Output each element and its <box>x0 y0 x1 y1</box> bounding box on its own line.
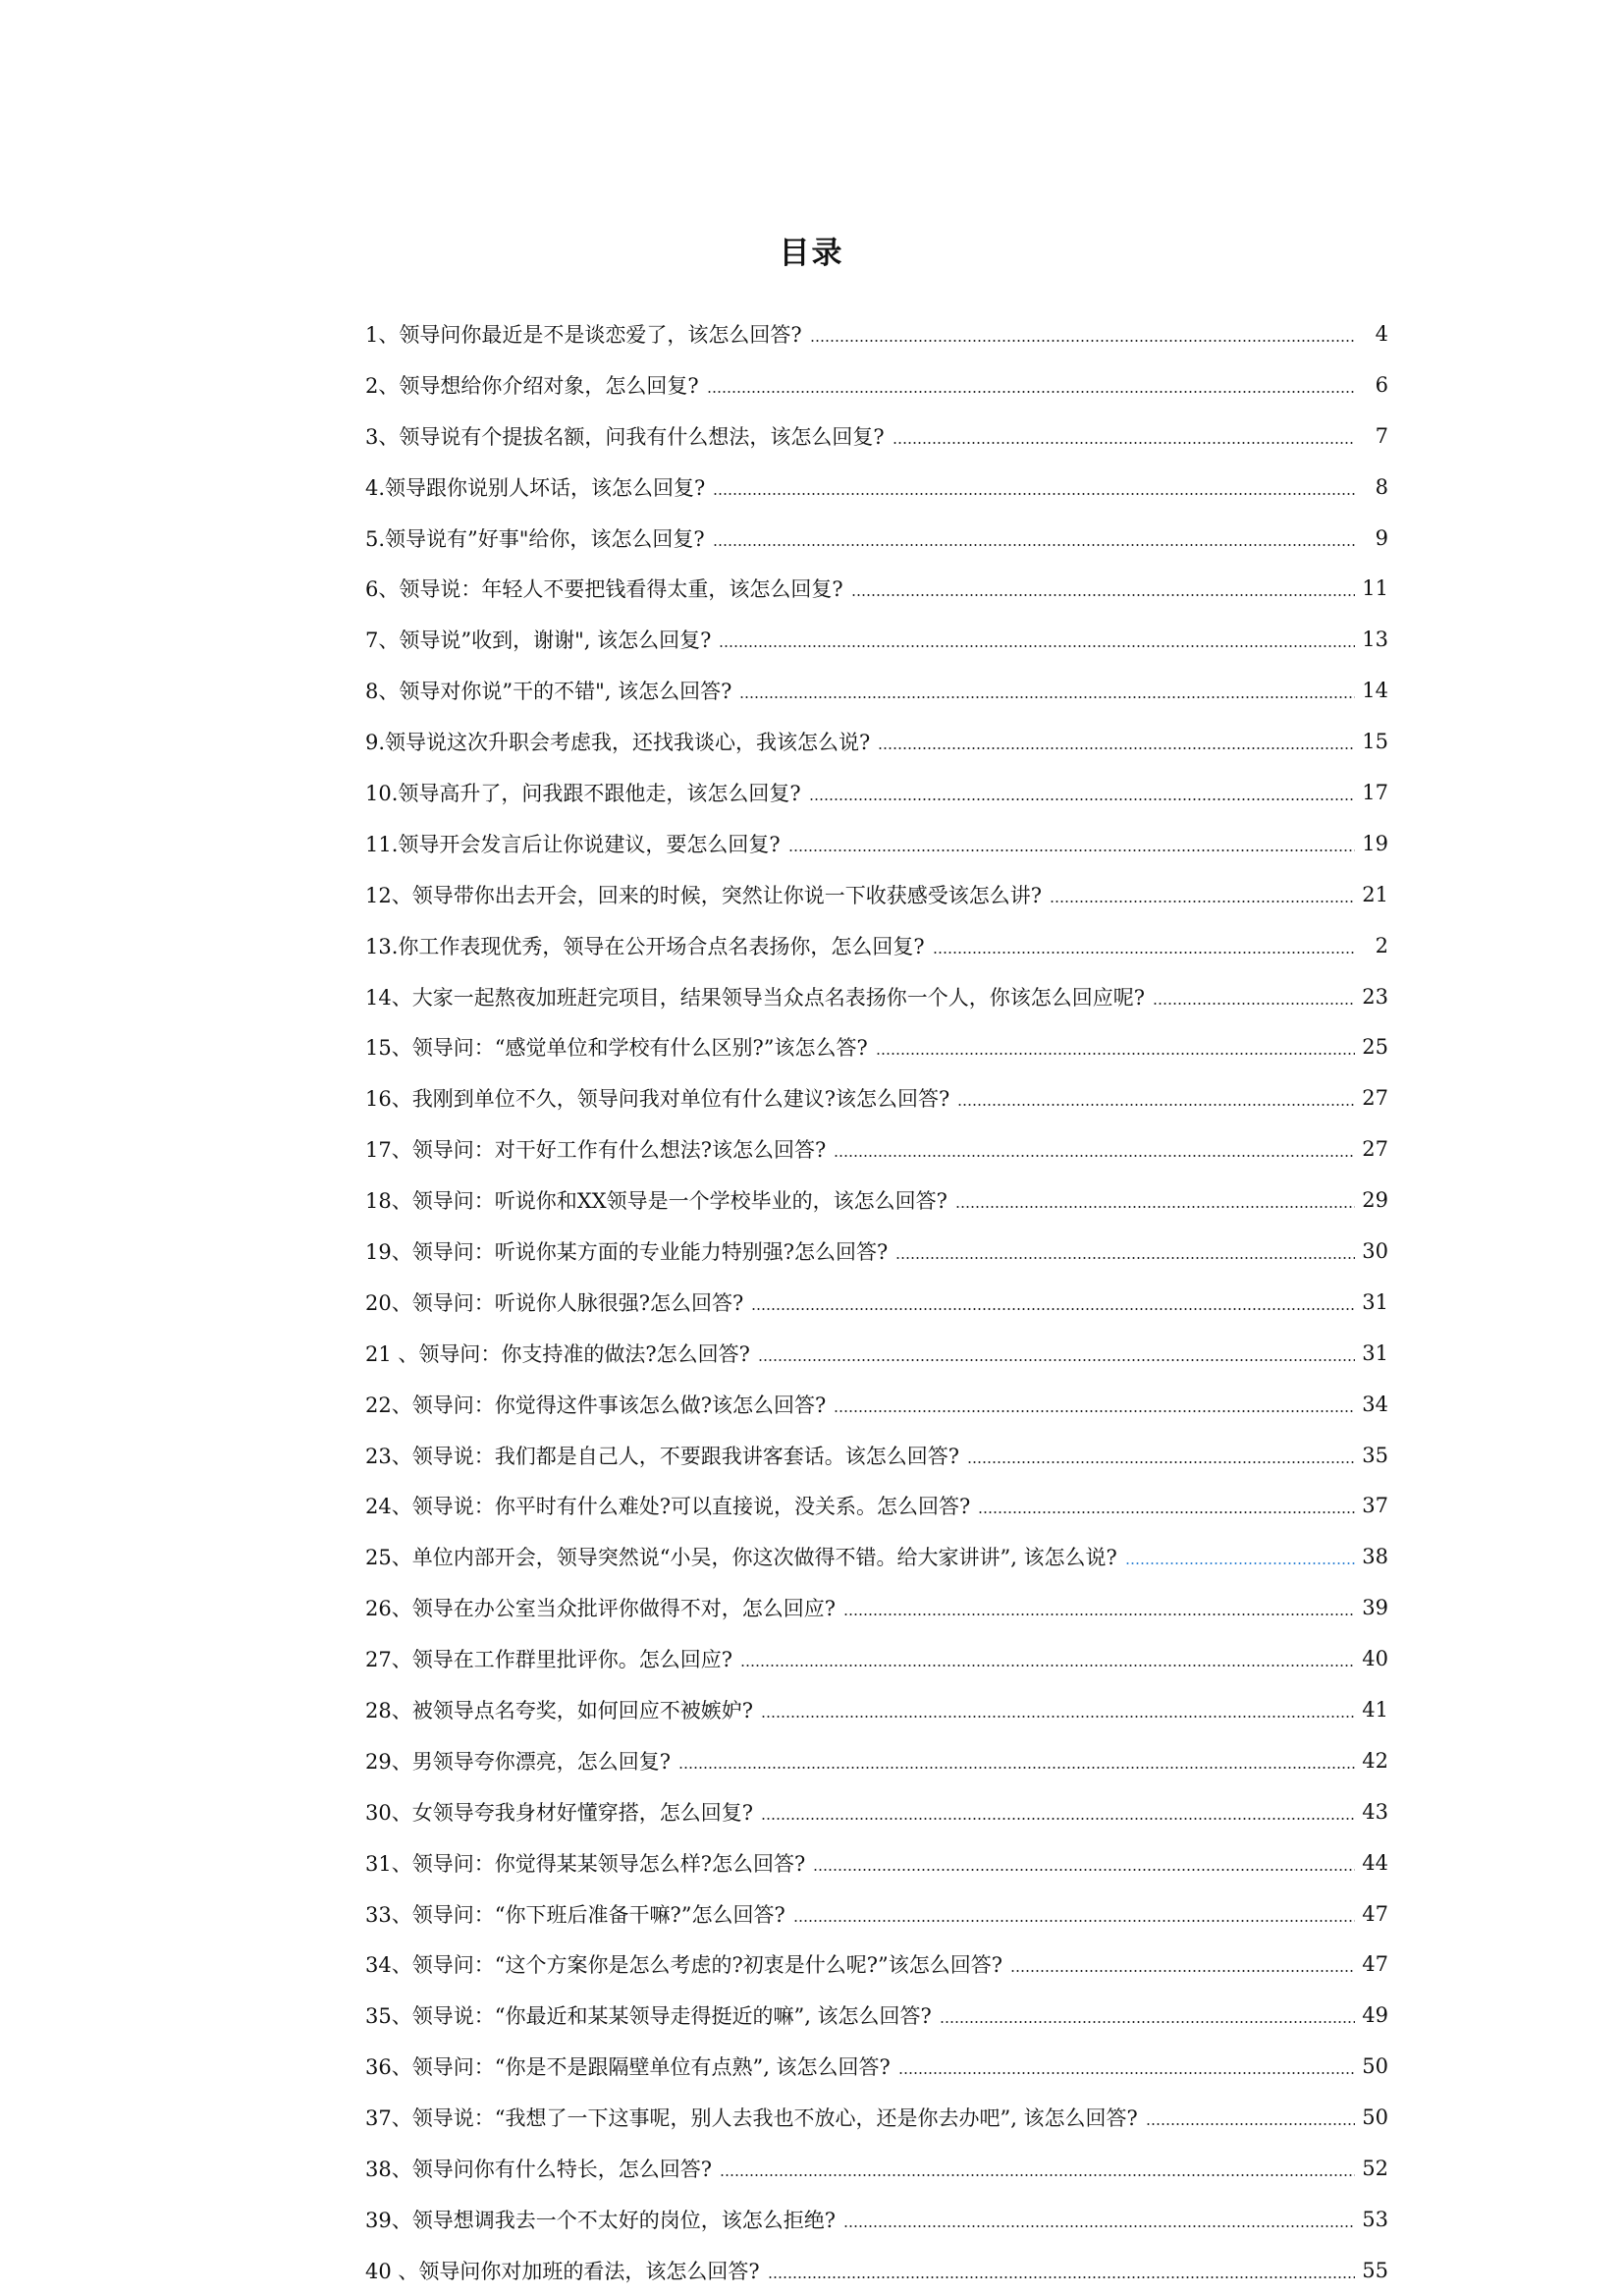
toc-entry-page-number: 53 <box>1362 2207 1388 2231</box>
toc-title: 目录 <box>779 236 844 271</box>
toc-entry-page-number: 27 <box>1362 1137 1388 1162</box>
dot-leader <box>878 747 1355 749</box>
toc-entry-page-number: 15 <box>1362 730 1388 754</box>
dot-leader <box>1153 1003 1355 1005</box>
toc-entry-title: 35、领导说：“你最近和某某领导走得挺近的嘛”, 该怎么回答? <box>365 2004 932 2029</box>
toc-entry-page-number: 40 <box>1362 1647 1388 1671</box>
toc-entry-page-number: 19 <box>1362 831 1388 855</box>
dot-leader <box>898 2072 1355 2074</box>
toc-entry[interactable] <box>365 818 1388 869</box>
toc-entry[interactable] <box>365 2194 1388 2245</box>
dot-leader <box>719 645 1355 647</box>
dot-leader <box>1146 2123 1355 2125</box>
toc-entry-page-number: 14 <box>1362 679 1388 703</box>
toc-entry-page-number: 21 <box>1362 882 1388 906</box>
toc-entry[interactable] <box>365 1837 1388 1888</box>
dot-leader <box>761 1716 1355 1718</box>
toc-entry[interactable] <box>365 1990 1388 2041</box>
toc-entry-title: 17、领导问：对干好工作有什么想法?该怎么回答? <box>365 1138 827 1163</box>
toc-entry-page-number: 37 <box>1362 1494 1388 1518</box>
toc-entry-page-number: 38 <box>1362 1545 1388 1569</box>
toc-entry-title: 28、被领导点名夸奖，如何回应不被嫉妒? <box>365 1698 753 1722</box>
toc-entry[interactable] <box>365 1123 1388 1175</box>
dot-leader <box>707 391 1355 393</box>
toc-entry[interactable] <box>365 2092 1388 2143</box>
dot-leader <box>678 1767 1355 1769</box>
toc-entry-title: 6、领导说：年轻人不要把钱看得太重，该怎么回复? <box>365 577 843 602</box>
dot-leader <box>933 952 1355 954</box>
toc-entry-title: 36、领导问：“你是不是跟隔壁单位有点熟”, 该怎么回答? <box>365 2055 891 2080</box>
toc-entry-page-number: 50 <box>1362 2054 1388 2079</box>
toc-entry[interactable] <box>365 1021 1388 1072</box>
toc-entry[interactable] <box>365 1531 1388 1582</box>
dot-leader <box>740 1665 1355 1667</box>
toc-entry[interactable] <box>365 563 1388 614</box>
toc-list <box>365 308 1388 2296</box>
toc-entry-page-number: 13 <box>1362 628 1388 652</box>
toc-entry-page-number: 47 <box>1362 1901 1388 1926</box>
toc-entry[interactable] <box>365 1226 1388 1277</box>
toc-entry-page-number: 55 <box>1362 2258 1388 2282</box>
dot-leader <box>713 493 1355 495</box>
toc-entry[interactable] <box>365 716 1388 767</box>
toc-entry[interactable] <box>365 614 1388 665</box>
toc-entry[interactable] <box>365 1633 1388 1684</box>
toc-entry-title: 22、领导问：你觉得这件事该怎么做?该怎么回答? <box>365 1393 827 1417</box>
dot-leader <box>793 1920 1355 1922</box>
toc-entry-title: 40 、领导问你对加班的看法，该怎么回答? <box>365 2259 760 2283</box>
dot-leader <box>876 1053 1355 1055</box>
toc-entry-title: 11.领导开会发言后让你说建议，要怎么回复? <box>365 832 781 856</box>
toc-entry-title: 27、领导在工作群里批评你。怎么回应? <box>365 1648 732 1672</box>
toc-entry[interactable] <box>365 1480 1388 1531</box>
dot-leader <box>893 442 1355 444</box>
dot-leader <box>761 1818 1355 1820</box>
toc-entry-title: 15、领导问：“感觉单位和学校有什么区别?”该怎么答? <box>365 1036 868 1061</box>
toc-entry[interactable] <box>365 1582 1388 1633</box>
toc-entry-page-number: 47 <box>1362 1952 1388 1977</box>
toc-entry[interactable] <box>365 2143 1388 2194</box>
dot-leader <box>940 2021 1355 2023</box>
toc-entry-page-number: 29 <box>1362 1188 1388 1213</box>
toc-entry[interactable] <box>365 2041 1388 2092</box>
toc-entry[interactable] <box>365 1072 1388 1123</box>
toc-entry-title: 14、大家一起熬夜加班赶完项目，结果领导当众点名表扬你一个人，你该怎么回应呢? <box>365 985 1145 1010</box>
toc-entry-title: 2、领导想给你介绍对象，怎么回复? <box>365 373 699 398</box>
toc-entry-page-number: 42 <box>1362 1748 1388 1773</box>
toc-entry-page-number: 31 <box>1362 1340 1388 1365</box>
toc-entry-title: 26、领导在办公室当众批评你做得不对，怎么回应? <box>365 1597 836 1621</box>
toc-entry-page-number: 7 <box>1375 423 1388 448</box>
dot-leader <box>1125 1562 1355 1564</box>
toc-entry[interactable] <box>365 513 1388 564</box>
toc-entry-title: 37、领导说：“我想了一下这事呢，别人去我也不放心，还是你去办吧”, 该怎么回答? <box>365 2106 1138 2131</box>
toc-entry[interactable] <box>365 1175 1388 1226</box>
toc-entry-page-number: 27 <box>1362 1086 1388 1111</box>
toc-entry-title: 31、领导问：你觉得某某领导怎么样?怎么回答? <box>365 1851 806 1876</box>
toc-entry-title: 34、领导问：“这个方案你是怎么考虑的?初衷是什么呢?”该怎么回答? <box>365 1953 1002 1978</box>
toc-entry[interactable] <box>365 2245 1388 2296</box>
toc-entry[interactable] <box>365 308 1388 359</box>
dot-leader <box>843 1613 1355 1615</box>
toc-entry-title: 30、女领导夸我身材好懂穿搭，怎么回复? <box>365 1800 753 1825</box>
toc-entry[interactable] <box>365 1379 1388 1430</box>
toc-entry-title: 21 、领导问：你支持准的做法?怎么回答? <box>365 1341 750 1366</box>
dot-leader <box>834 1410 1355 1412</box>
toc-entry[interactable] <box>365 1888 1388 1940</box>
toc-entry[interactable] <box>365 410 1388 462</box>
dot-leader <box>809 798 1355 800</box>
dot-leader <box>843 2225 1355 2227</box>
toc-entry-page-number: 41 <box>1362 1697 1388 1722</box>
toc-entry-page-number: 49 <box>1362 2003 1388 2028</box>
toc-entry-page-number: 30 <box>1362 1238 1388 1263</box>
toc-entry[interactable] <box>365 1786 1388 1837</box>
dot-leader <box>957 1104 1355 1106</box>
dot-leader <box>1010 1970 1355 1972</box>
toc-entry-title: 39、领导想调我去一个不太好的岗位，该怎么拒绝? <box>365 2208 836 2232</box>
toc-entry-page-number: 4 <box>1375 321 1388 346</box>
toc-entry-page-number: 17 <box>1362 780 1388 804</box>
toc-entry[interactable] <box>365 767 1388 818</box>
toc-entry[interactable] <box>365 1328 1388 1379</box>
toc-entry-page-number: 31 <box>1362 1289 1388 1314</box>
toc-entry-title: 5.领导说有”好事"给你，该怎么回复? <box>365 526 705 551</box>
dot-leader <box>1050 901 1355 902</box>
dot-leader <box>967 1461 1355 1463</box>
toc-entry-page-number: 25 <box>1362 1035 1388 1060</box>
toc-entry-page-number: 39 <box>1362 1596 1388 1620</box>
toc-entry-page-number: 50 <box>1362 2105 1388 2130</box>
toc-entry[interactable] <box>365 1940 1388 1991</box>
toc-entry-title: 8、领导对你说”干的不错", 该怎么回答? <box>365 680 732 704</box>
toc-entry-page-number: 44 <box>1362 1850 1388 1875</box>
dot-leader <box>768 2276 1355 2278</box>
dot-leader <box>813 1869 1355 1871</box>
toc-entry[interactable] <box>365 869 1388 920</box>
toc-entry-title: 12、领导带你出去开会，回来的时候，突然让你说一下收获感受该怎么讲? <box>365 883 1042 907</box>
toc-entry[interactable] <box>365 1684 1388 1735</box>
toc-entry-title: 10.领导高升了，问我跟不跟他走，该怎么回复? <box>365 781 801 805</box>
toc-entry-page-number: 11 <box>1362 576 1388 601</box>
dot-leader <box>851 594 1355 596</box>
toc-entry-page-number: 8 <box>1375 474 1388 499</box>
toc-entry-page-number: 23 <box>1362 984 1388 1009</box>
toc-entry-title: 19、领导问：听说你某方面的专业能力特别强?怎么回答? <box>365 1239 889 1264</box>
toc-entry-page-number: 43 <box>1362 1799 1388 1824</box>
dot-leader <box>834 1155 1355 1157</box>
dot-leader <box>978 1511 1355 1513</box>
toc-entry-page-number: 52 <box>1362 2157 1388 2180</box>
dot-leader <box>758 1359 1355 1361</box>
toc-entry-title: 3、领导说有个提拔名额，问我有什么想法，该怎么回复? <box>365 424 885 449</box>
toc-entry[interactable] <box>365 920 1388 971</box>
dot-leader <box>739 696 1355 698</box>
dot-leader <box>751 1308 1355 1310</box>
toc-entry-page-number: 6 <box>1375 372 1388 397</box>
toc-entry-title: 9.领导说这次升职会考虑我，还找我谈心，我该怎么说? <box>365 731 871 755</box>
dot-leader <box>788 849 1355 851</box>
toc-entry-title: 38、领导问你有什么特长，怎么回答? <box>365 2158 712 2181</box>
toc-entry-title: 7、领导说”收到，谢谢", 该怎么回复? <box>365 629 712 653</box>
toc-entry-page-number: 34 <box>1362 1392 1388 1416</box>
toc-entry-title: 29、男领导夸你漂亮，怎么回复? <box>365 1749 671 1774</box>
dot-leader <box>955 1206 1355 1208</box>
toc-entry-title: 20、领导问：听说你人脉很强?怎么回答? <box>365 1290 744 1315</box>
toc-entry-page-number: 35 <box>1362 1443 1388 1467</box>
toc-entry[interactable] <box>365 1277 1388 1328</box>
toc-entry-title: 16、我刚到单位不久，领导问我对单位有什么建议?该怎么回答? <box>365 1087 950 1112</box>
toc-entry-title: 1、领导问你最近是不是谈恋爱了，该怎么回答? <box>365 322 802 347</box>
toc-entry[interactable] <box>365 665 1388 716</box>
toc-entry[interactable] <box>365 462 1388 513</box>
dot-leader <box>895 1257 1355 1259</box>
toc-entry[interactable] <box>365 359 1388 410</box>
toc-entry-title: 25、单位内部开会，领导突然说“小吴，你这次做得不错。给大家讲讲”, 该怎么说? <box>365 1546 1117 1570</box>
toc-entry-title: 4.领导跟你说别人坏话，该怎么回复? <box>365 475 706 500</box>
toc-entry[interactable] <box>365 1430 1388 1481</box>
toc-entry[interactable] <box>365 1735 1388 1786</box>
toc-entry-title: 13.你工作表现优秀，领导在公开场合点名表扬你，怎么回复? <box>365 934 925 958</box>
dot-leader <box>810 340 1355 342</box>
toc-entry-page-number: 9 <box>1375 525 1388 550</box>
dot-leader <box>713 544 1355 546</box>
toc-entry-title: 23、领导说：我们都是自己人，不要跟我讲客套话。该怎么回答? <box>365 1444 959 1468</box>
toc-entry-title: 24、领导说：你平时有什么难处?可以直接说，没关系。怎么回答? <box>365 1495 971 1519</box>
toc-entry-title: 33、领导问：“你下班后准备干嘛?”怎么回答? <box>365 1902 785 1927</box>
toc-entry[interactable] <box>365 971 1388 1022</box>
toc-entry-page-number: 2 <box>1375 933 1388 957</box>
toc-entry-title: 18、领导问：听说你和XX领导是一个学校毕业的，该怎么回答? <box>365 1189 947 1214</box>
dot-leader <box>720 2174 1355 2176</box>
